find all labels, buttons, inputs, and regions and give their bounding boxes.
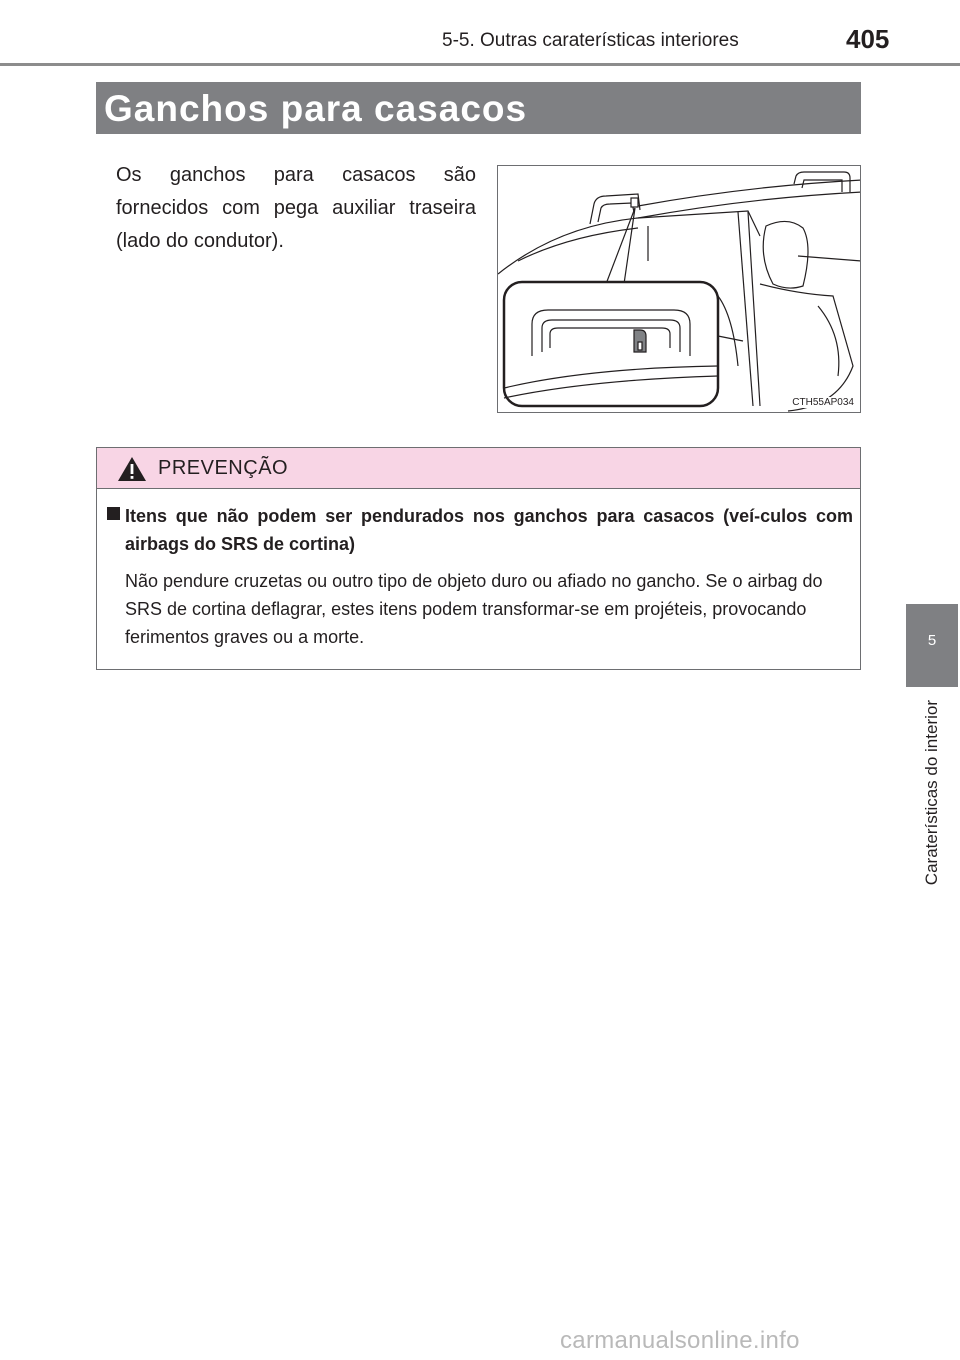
warning-triangle-icon <box>117 456 147 487</box>
warning-square-marker-icon <box>107 507 120 520</box>
page-title: Ganchos para casacos <box>104 88 528 129</box>
warning-heading: Itens que não podem ser pendurados nos ganchos para casacos (veí-culos com airbags do SRS de cortina) <box>125 506 853 554</box>
car-interior-drawing <box>498 166 861 413</box>
header-rule <box>0 63 960 66</box>
warning-body: Não pendure cruzetas ou outro tipo de objeto duro ou afiado no gancho. Se o airbag do SRS de cortina deflagrar, estes itens podem transformar-se em projéteis, provocando ferimentos graves ou a morte. <box>125 571 823 647</box>
chapter-label-text: Caraterísticas do interior <box>922 700 941 886</box>
intro-paragraph: Os ganchos para casacos são fornecidos com pega auxiliar traseira (lado do condutor). <box>116 164 476 252</box>
warning-title: PREVENÇÃO <box>158 457 289 479</box>
figure-code: CTH55AP034 <box>792 397 854 408</box>
title-bar <box>96 82 861 134</box>
warning-header <box>97 448 860 489</box>
coat-hook-illustration <box>497 165 861 413</box>
running-header-section: 5-5. Outras caraterísticas interiores <box>442 30 739 51</box>
warning-box <box>96 447 861 670</box>
watermark: carmanualsonline.info <box>560 1327 800 1354</box>
chapter-tab-number: 5 <box>927 632 937 649</box>
page-number: 405 <box>846 24 890 54</box>
chapter-tab[interactable] <box>906 604 958 687</box>
chapter-label <box>914 700 950 930</box>
